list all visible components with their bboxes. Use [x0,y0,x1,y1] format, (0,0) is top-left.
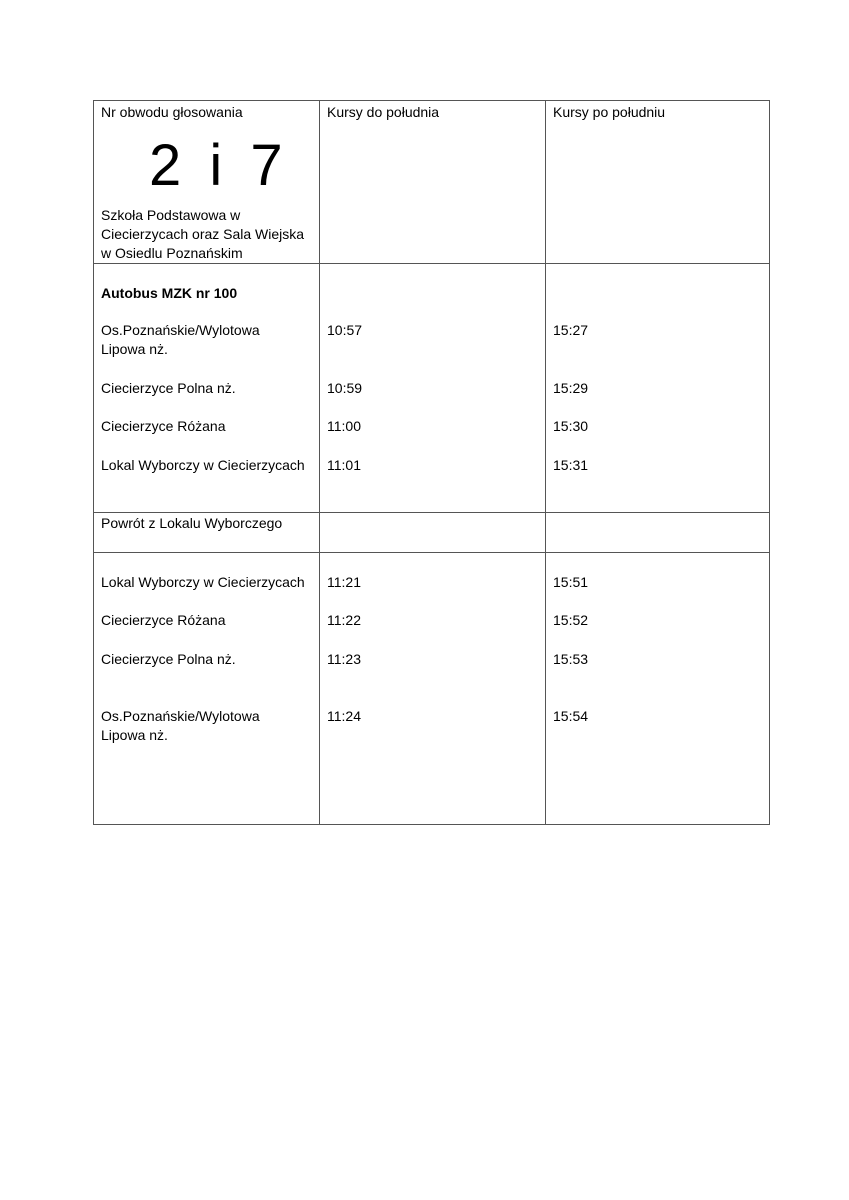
afternoon-time: 15:54 [553,708,589,724]
afternoon-time: 15:31 [553,457,589,473]
location-line-1: Szkoła Podstawowa w [101,207,241,223]
stop-name: Ciecierzyce Różana [101,418,226,434]
stop-name: Os.Poznańskie/Wylotowa [101,322,260,338]
morning-time: 11:24 [327,708,361,724]
afternoon-column-header: Kursy po południu [553,104,666,120]
stop-name: Lokal Wyborczy w Ciecierzycach [101,457,305,473]
stop-name-line-2: Lipowa nż. [101,341,168,357]
morning-time: 11:01 [327,457,361,473]
morning-column-header: Kursy do południa [327,104,440,120]
afternoon-time: 15:29 [553,380,589,396]
column-divider [319,101,320,824]
stop-name: Ciecierzyce Polna nż. [101,651,236,667]
afternoon-time: 15:30 [553,418,589,434]
morning-time: 10:57 [327,322,363,338]
return-section-title: Powrót z Lokalu Wyborczego [101,515,283,531]
row-divider [94,552,769,553]
stop-name: Ciecierzyce Różana [101,612,226,628]
location-line-2: Ciecierzycach oraz Sala Wiejska [101,226,305,242]
stop-name: Ciecierzyce Polna nż. [101,380,236,396]
schedule-table [93,100,770,825]
column-divider [545,101,546,824]
location-line-3: w Osiedlu Poznańskim [101,245,243,261]
morning-time: 10:59 [327,380,363,396]
morning-time: 11:22 [327,612,361,628]
row-divider [94,512,769,513]
morning-time: 11:23 [327,651,361,667]
morning-time: 11:00 [327,418,361,434]
district-number-label: Nr obwodu głosowania [101,104,243,120]
afternoon-time: 15:27 [553,322,589,338]
stop-name: Lokal Wyborczy w Ciecierzycach [101,574,305,590]
morning-time: 11:21 [327,574,361,590]
district-numbers: 2 i 7 [149,133,289,198]
afternoon-time: 15:53 [553,651,589,667]
stop-name-line-2: Lipowa nż. [101,727,168,743]
afternoon-time: 15:51 [553,574,589,590]
bus-line-title: Autobus MZK nr 100 [101,285,238,301]
row-divider [94,263,769,264]
stop-name: Os.Poznańskie/Wylotowa [101,708,260,724]
afternoon-time: 15:52 [553,612,589,628]
